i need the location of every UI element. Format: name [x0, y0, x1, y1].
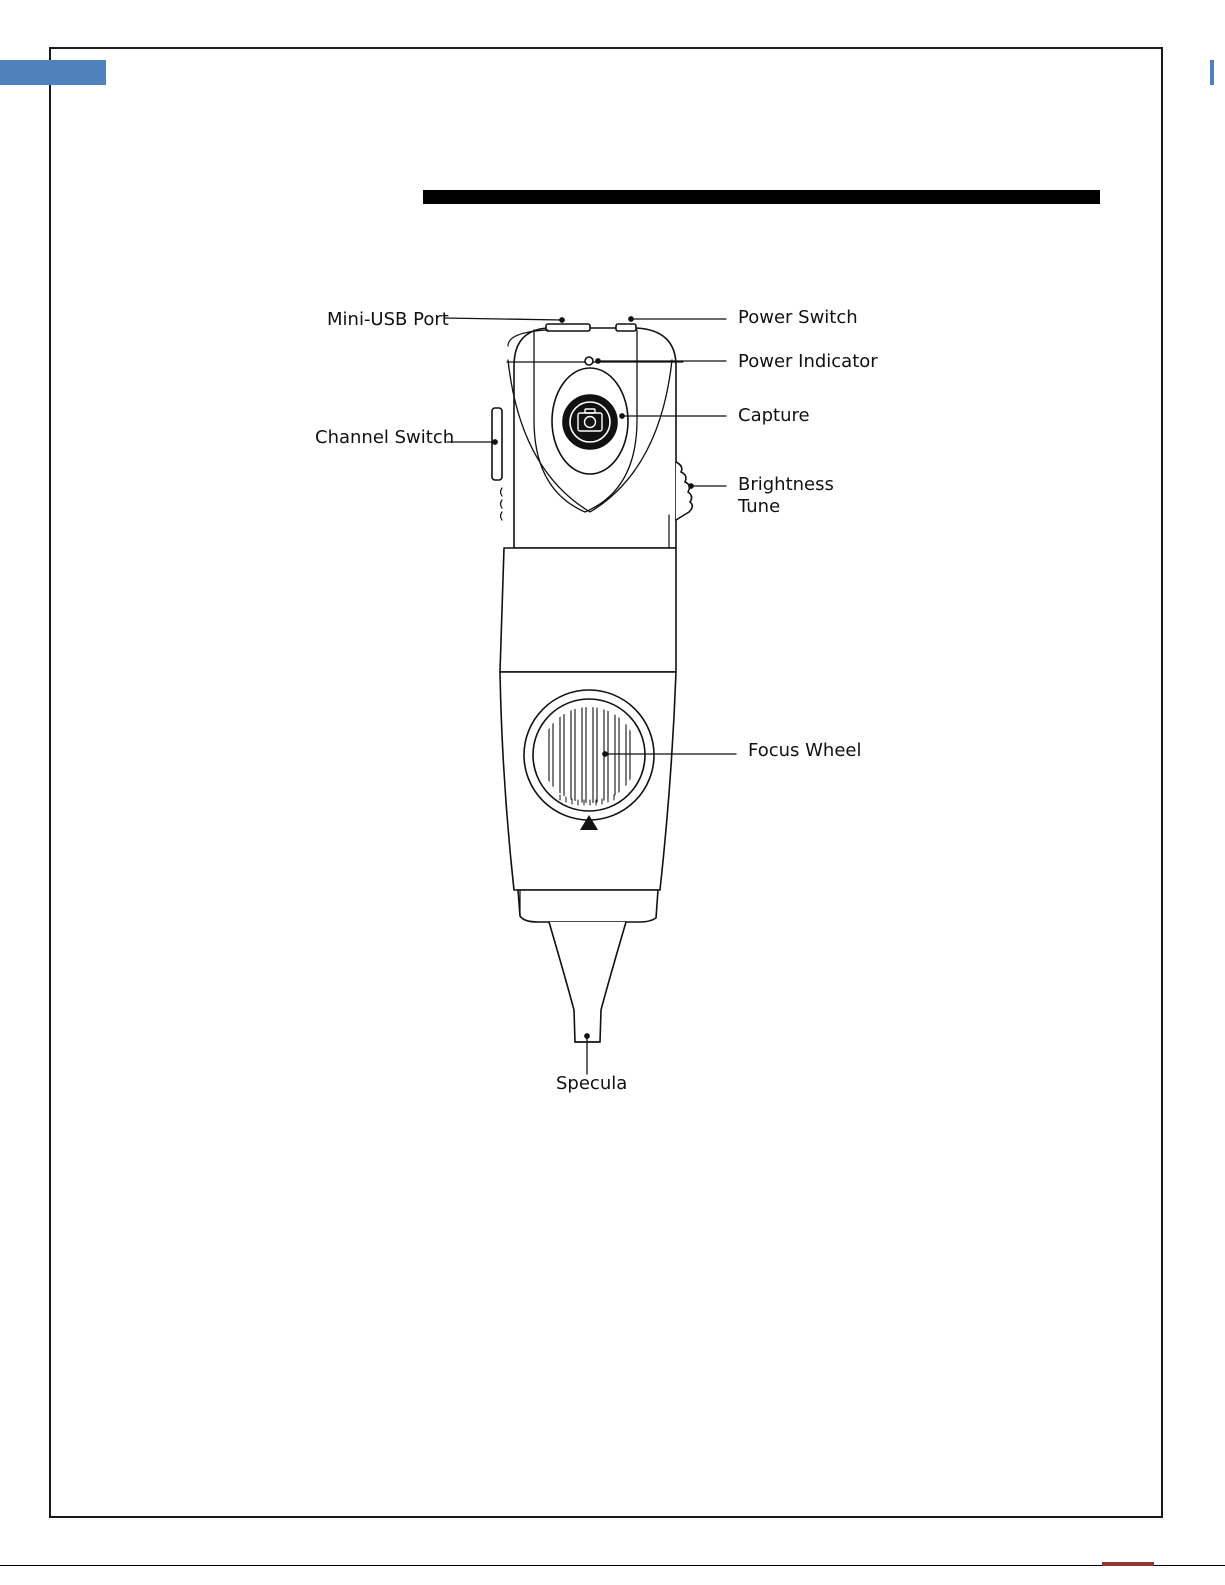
power-switch-slot [616, 324, 636, 331]
specula [549, 922, 626, 1042]
label-brightness-tune-line1: Brightness [738, 474, 834, 495]
label-focus-wheel: Focus Wheel [748, 740, 862, 761]
label-mini-usb-port: Mini-USB Port [327, 309, 449, 330]
device-lower-body [500, 672, 676, 890]
leader-mini-usb [444, 318, 562, 320]
device-mid-band [500, 548, 676, 672]
power-indicator-led [585, 357, 593, 365]
mini-usb-slot [546, 324, 590, 331]
device-head [492, 324, 692, 548]
label-power-switch: Power Switch [738, 307, 858, 328]
label-capture: Capture [738, 405, 810, 426]
device-base-collar [518, 890, 658, 922]
brightness-wheel [676, 462, 692, 520]
label-power-indicator: Power Indicator [738, 351, 878, 372]
label-brightness-tune-line2: Tune [738, 496, 781, 517]
label-specula: Specula [556, 1073, 628, 1094]
label-channel-switch: Channel Switch [315, 427, 455, 448]
